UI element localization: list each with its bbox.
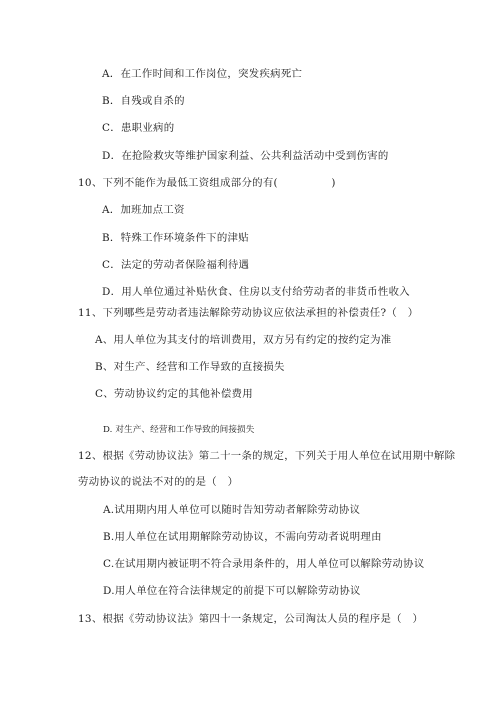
q12-option-d: D.用人单位在符合法律规定的前提下可以解除劳动协议 — [103, 585, 361, 597]
q9-option-b: B．自残或自杀的 — [102, 95, 185, 107]
q10-option-c: C．法定的劳动者保险福利待遇 — [102, 259, 250, 271]
q10-option-b: B．特殊工作环境条件下的津贴 — [102, 232, 249, 244]
q9-option-d: D．在抢险救灾等维护国家利益、公共利益活动中受到伤害的 — [102, 150, 389, 162]
q10-option-d: D．用人单位通过补贴伙食、住房以支付给劳动者的非货币性收入 — [102, 286, 410, 298]
q12-stem-line2: 劳动协议的说法不对的的是（ ） — [78, 476, 239, 488]
q10-stem: 10、下列不能作为最低工资组成部分的有( ) — [78, 177, 336, 189]
q11-option-a: A、用人单位为其支付的培训费用，双方另有约定的按约定为准 — [95, 334, 392, 346]
q12-option-c: C.在试用期内被证明不符合录用条件的，用人单位可以解除劳动协议 — [103, 558, 425, 570]
q12-stem-line1: 12、根据《劳动协议法》第二十一条的规定，下列关于用人单位在试用期中解除 — [78, 450, 456, 462]
q12-option-a: A.试用期内用人单位可以随时告知劳动者解除劳动协议 — [103, 504, 361, 516]
q12-option-b: B.用人单位在试用期解除劳动协议，不需向劳动者说明理由 — [103, 531, 382, 543]
q10-option-a: A．加班加点工资 — [102, 204, 185, 216]
q11-option-b: B、对生产、经营和工作导致的直接损失 — [95, 361, 285, 373]
q13-stem: 13、根据《劳动协议法》第四十一条规定，公司淘汰人员的程序是（ ） — [78, 613, 424, 625]
q11-stem: 11、下列哪些是劳动者违法解除劳动协议应依法承担的补偿责任?（ ） — [78, 307, 419, 319]
q9-option-c: C．患职业病的 — [102, 122, 175, 134]
q9-option-a: A．在工作时间和工作岗位，突发疾病死亡 — [102, 68, 303, 80]
q11-option-d: D. 对生产、经营和工作导致的间接损失 — [103, 425, 255, 435]
q11-option-c: C、劳动协议约定的其他补偿费用 — [95, 388, 253, 400]
